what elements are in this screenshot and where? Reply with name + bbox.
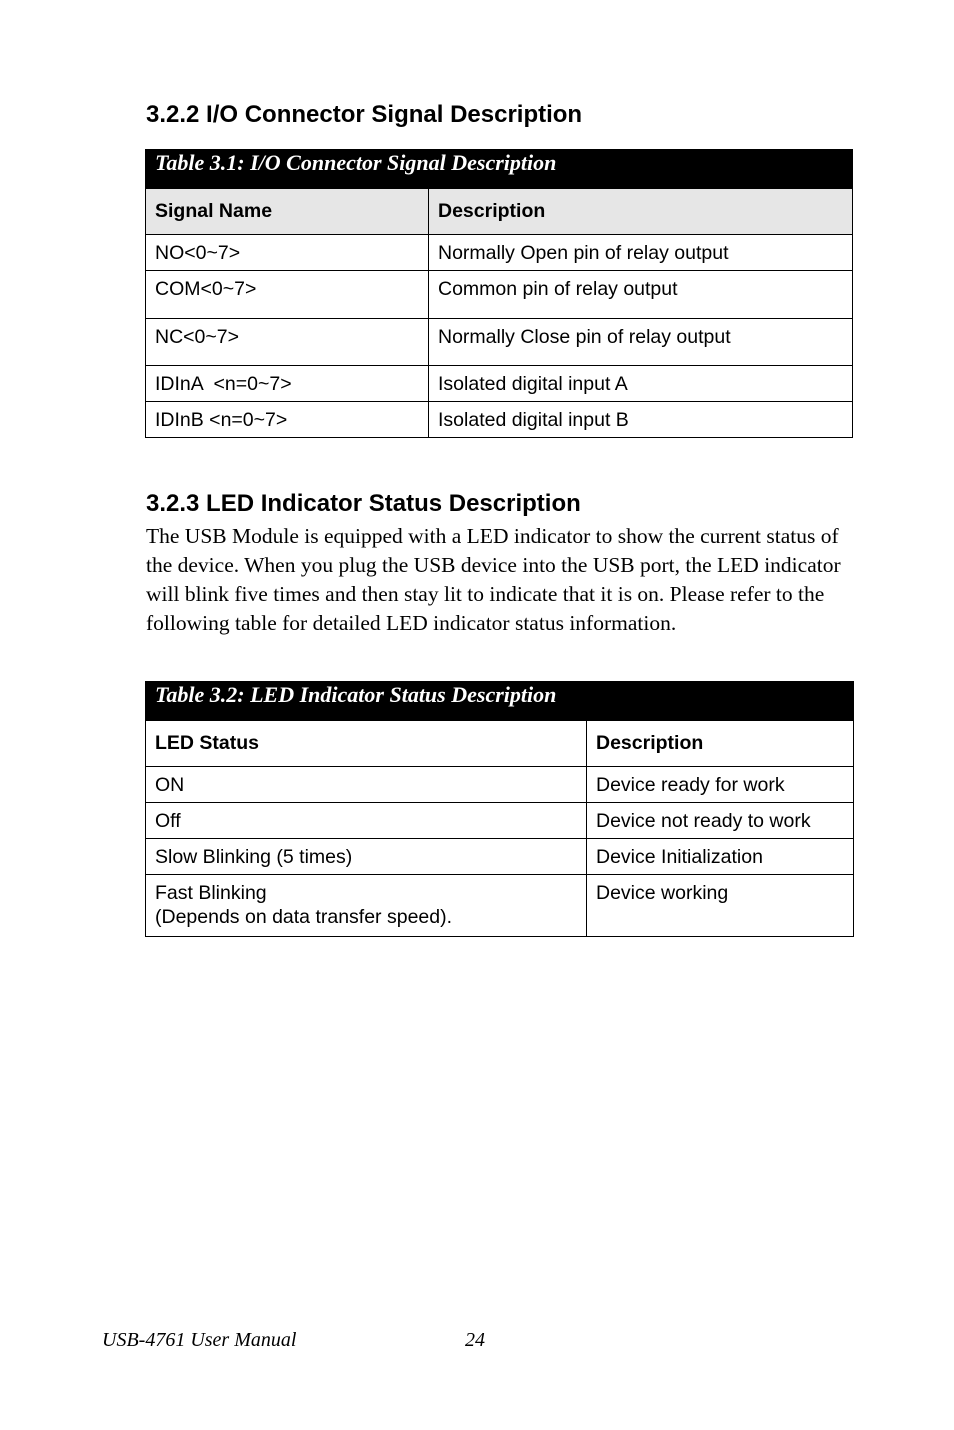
- description-cell: Isolated digital input B: [429, 402, 853, 438]
- io-connector-signal-table: [145, 149, 853, 438]
- table-caption: Table 3.1: I/O Connector Signal Description: [146, 150, 853, 189]
- description-cell: Isolated digital input A: [429, 366, 853, 402]
- led-description-paragraph: The USB Module is equipped with a LED indicator to show the current status of the device. When you plug the USB device into the USB port, the LED indicator will blink five times and then stay lit to indicate that it is on. Please refer to the following table for detailed LED indicator status information.: [146, 524, 841, 635]
- table-row: [146, 319, 853, 366]
- table-row: [146, 402, 853, 438]
- description-cell: Device ready for work: [587, 767, 854, 803]
- table-caption: Table 3.2: LED Indicator Status Description: [146, 682, 854, 721]
- table-caption-row: [146, 150, 853, 189]
- description-cell: Device not ready to work: [587, 803, 854, 839]
- table-row: [146, 366, 853, 402]
- signal-name-cell: COM<0~7>: [146, 271, 429, 319]
- led-status-cell: Off: [146, 803, 587, 839]
- led-status-cell: ON: [146, 767, 587, 803]
- table-row: [146, 235, 853, 271]
- signal-name-cell: IDInA <n=0~7>: [146, 366, 429, 402]
- section-heading-led-indicator: 3.2.3 LED Indicator Status Description: [146, 490, 581, 517]
- description-cell: Device working: [587, 875, 854, 937]
- description-cell: Device Initialization: [587, 839, 854, 875]
- table-row: [146, 271, 853, 319]
- table-row: [146, 767, 854, 803]
- signal-name-cell: NC<0~7>: [146, 319, 429, 366]
- description-cell: Normally Close pin of relay output: [429, 319, 853, 366]
- signal-name-cell: IDInB <n=0~7>: [146, 402, 429, 438]
- column-header-led-status: LED Status: [146, 721, 587, 767]
- section-heading-io-connector: 3.2.2 I/O Connector Signal Description: [146, 101, 583, 128]
- led-status-line: Fast Blinking: [155, 882, 267, 904]
- table-row: [146, 803, 854, 839]
- table-caption-row: [146, 682, 854, 721]
- footer-page-number: 24: [465, 1329, 485, 1351]
- led-status-table: [145, 681, 854, 937]
- table-row: [146, 875, 854, 937]
- led-status-cell: Slow Blinking (5 times): [146, 839, 587, 875]
- column-header-description: Description: [587, 721, 854, 767]
- footer-manual-title: USB-4761 User Manual: [102, 1329, 297, 1351]
- led-status-cell: [146, 875, 587, 937]
- column-header-signal-name: Signal Name: [146, 189, 429, 235]
- table-header-row: [146, 721, 854, 767]
- description-cell: Normally Open pin of relay output: [429, 235, 853, 271]
- table-header-row: [146, 189, 853, 235]
- table-row: [146, 839, 854, 875]
- description-cell: Common pin of relay output: [429, 271, 853, 319]
- signal-name-cell: NO<0~7>: [146, 235, 429, 271]
- led-status-note: (Depends on data transfer speed).: [155, 906, 453, 928]
- column-header-description: Description: [429, 189, 853, 235]
